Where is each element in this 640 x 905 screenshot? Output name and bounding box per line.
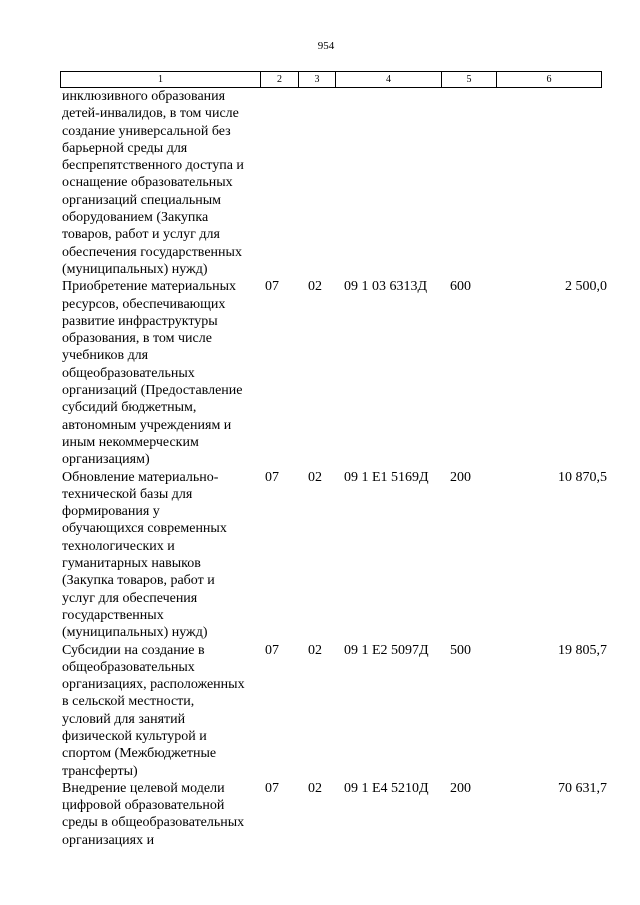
column-header-table bbox=[60, 71, 602, 88]
row-subsection: 02 bbox=[308, 780, 322, 796]
row-section: 07 bbox=[265, 780, 279, 796]
row-target-code: 09 1 E1 5169Д bbox=[344, 469, 429, 485]
budget-table bbox=[60, 88, 608, 849]
row-amount: 19 805,7 bbox=[558, 642, 607, 658]
table-row bbox=[60, 88, 608, 278]
page-number: 954 bbox=[317, 40, 335, 52]
table-row bbox=[60, 278, 608, 468]
row-subsection bbox=[303, 88, 342, 278]
table-row bbox=[60, 780, 608, 849]
row-description: Приобретение материальных ресурсов, обеспечивающих развитие инфраструктуры образования, в том числе учебников для общеобразовательных организаций (Предоставление субсидий бюджетным, автономным учреждениям и иным некоммерческим организациям) bbox=[62, 279, 243, 468]
row-target-code: 09 1 03 6313Д bbox=[344, 279, 428, 295]
row-description: Обновление материально- технической базы для формирования у обучающихся современных технологических и гуманитарных навыков (Закупка товаров, работ и услуг для обеспечения государственных (муниципальных) нужд) bbox=[62, 469, 227, 641]
column-header-1: 1 bbox=[61, 72, 261, 88]
column-header-5: 5 bbox=[442, 72, 497, 88]
row-amount bbox=[505, 88, 608, 278]
table-row bbox=[60, 642, 608, 780]
row-description: Внедрение целевой модели цифровой образовательной среды в общеобразовательных организациях и bbox=[62, 780, 245, 848]
table-row bbox=[60, 469, 608, 642]
row-expense-type: 600 bbox=[450, 279, 471, 295]
row-subsection: 02 bbox=[308, 279, 322, 295]
row-target-code bbox=[342, 88, 448, 278]
column-header-6: 6 bbox=[497, 72, 602, 88]
row-description: Субсидии на создание в общеобразовательных организациях, расположенных в сельской местности, условий для занятий физической культурой и спортом (Межбюджетные трансферты) bbox=[62, 642, 245, 779]
row-expense-type: 500 bbox=[450, 642, 471, 658]
row-section: 07 bbox=[265, 469, 279, 485]
row-section: 07 bbox=[265, 279, 279, 295]
row-section: 07 bbox=[265, 642, 279, 658]
row-target-code: 09 1 E4 5210Д bbox=[344, 780, 429, 796]
row-section bbox=[262, 88, 303, 278]
row-subsection: 02 bbox=[308, 642, 322, 658]
row-amount: 10 870,5 bbox=[558, 469, 607, 485]
column-header-3: 3 bbox=[299, 72, 336, 88]
column-header-2: 2 bbox=[261, 72, 299, 88]
row-expense-type: 200 bbox=[450, 469, 471, 485]
row-expense-type bbox=[448, 88, 505, 278]
row-description: инклюзивного образования детей-инвалидов, в том числе создание универсальной без барьерной среды для беспрепятственного доступа и оснащение образовательных организаций специальным оборудованием (Закупка товаров, работ и услуг для обеспечения государственных (муниципальных) нужд) bbox=[62, 89, 244, 277]
row-expense-type: 200 bbox=[450, 780, 471, 796]
column-header-row bbox=[61, 72, 602, 88]
row-subsection: 02 bbox=[308, 469, 322, 485]
row-amount: 70 631,7 bbox=[558, 780, 607, 796]
row-target-code: 09 1 E2 5097Д bbox=[344, 642, 429, 658]
column-header-4: 4 bbox=[336, 72, 442, 88]
row-amount: 2 500,0 bbox=[565, 279, 607, 295]
